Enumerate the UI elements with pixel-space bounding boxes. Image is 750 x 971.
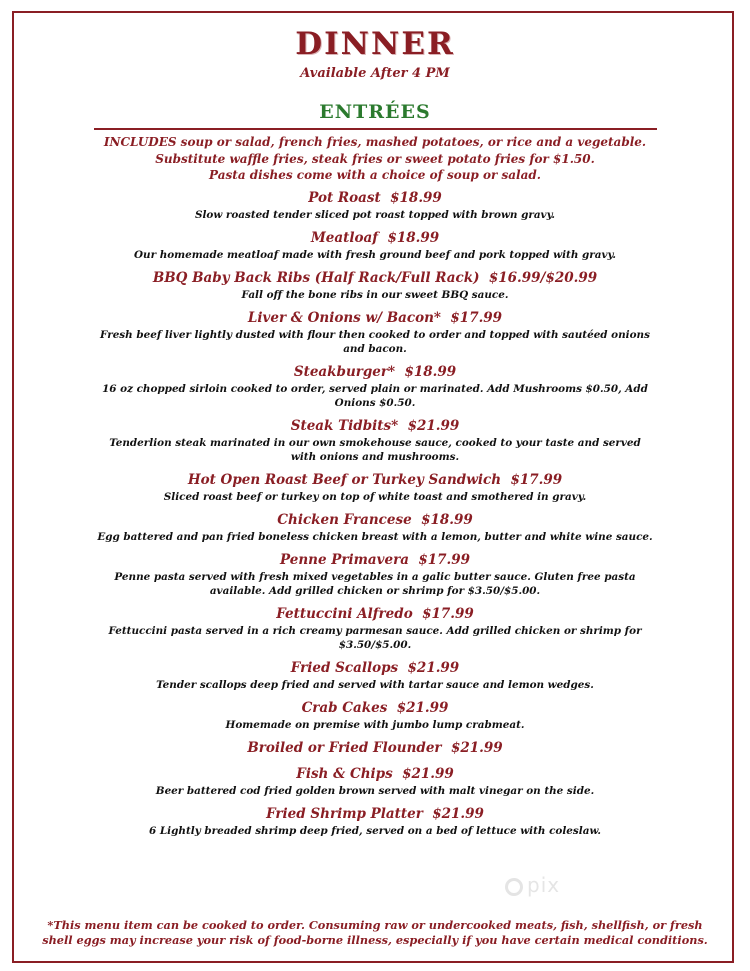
menu-item-price: $21.99 (407, 660, 460, 676)
menu-item-price: $18.99 (387, 230, 440, 246)
menu-item-heading (95, 765, 655, 784)
menu-item-description: Beer battered cod fried golden brown served with malt vinegar on the side. (155, 785, 595, 797)
menu-item-heading (95, 229, 655, 248)
menu-item-price: $21.99 (450, 740, 503, 756)
menu-item (95, 417, 655, 464)
menu-item-name: Chicken Francese (277, 512, 412, 528)
section-divider (94, 128, 657, 130)
menu-item-price: $17.99 (418, 552, 471, 568)
includes-line: Substitute waffle fries, steak fries or sweet potato fries for $1.50. (155, 151, 595, 166)
menu-item-price: $17.99 (510, 472, 563, 488)
menu-item-description: Sliced roast beef or turkey on top of white toast and smothered in gravy. (163, 491, 587, 503)
menu-item (95, 363, 655, 410)
menu-item-name: Hot Open Roast Beef or Turkey Sandwich (187, 472, 502, 488)
watermark-logo (505, 873, 635, 901)
menu-item-name: Crab Cakes (301, 700, 388, 716)
menu-item-heading (95, 189, 655, 208)
menu-item (95, 699, 655, 732)
menu-item-price: $17.99 (450, 310, 503, 326)
menu-item-description: Fettuccini pasta served in a rich creamy parmesan sauce. Add grilled chicken or shrimp for $3.50/$5.00. (108, 625, 642, 651)
menu-item-price: $21.99 (402, 766, 454, 782)
watermark-ring-icon (505, 878, 523, 896)
menu-item (95, 189, 655, 222)
menu-item-heading (95, 417, 655, 436)
menu-item-description: Tenderlion steak marinated in our own smokehouse sauce, cooked to your taste and served with onions and mushrooms. (109, 437, 641, 463)
menu-item-heading (95, 699, 655, 718)
menu-item-description: 6 Lightly breaded shrimp deep fried, served on a bed of lettuce with coleslaw. (149, 825, 601, 837)
food-safety-footnote: *This menu item can be cooked to order. Consuming raw or undercooked meats, fish, shellfish, or fresh shell eggs may increase your risk of food-borne illness, especially if you have certain medical conditions. (42, 918, 708, 947)
menu-item-heading (95, 659, 655, 678)
availability-subtitle: Available After 4 PM (300, 66, 450, 81)
menu-item-name: Broiled or Fried Flounder (247, 740, 442, 756)
menu-item-description: Penne pasta served with fresh mixed vegetables in a galic butter sauce. Gluten free pasta available. Add grilled chicken or shrimp for $3.50/$5.00. (114, 571, 636, 597)
menu-item-price: $17.99 (422, 606, 474, 622)
includes-line: Pasta dishes come with a choice of soup or salad. (209, 168, 541, 182)
menu-item-description: Our homemade meatloaf made with fresh ground beef and pork topped with gravy. (134, 249, 616, 261)
watermark-text: pix (527, 873, 561, 897)
menu-item-price: $21.99 (396, 700, 449, 716)
menu-item-description: Tender scallops deep fried and served with tartar sauce and lemon wedges. (156, 679, 594, 691)
menu-item-price: $21.99 (407, 418, 460, 434)
menu-item-heading (95, 805, 655, 824)
menu-item-name: Pot Roast (308, 190, 381, 206)
menu-item-price: $21.99 (432, 806, 484, 822)
menu-item-description: Fresh beef liver lightly dusted with flour then cooked to order and topped with sautéed onions and bacon. (100, 329, 650, 355)
menu-item-name: Fish & Chips (296, 766, 393, 782)
menu-item-name: Meatloaf (310, 230, 379, 246)
menu-item-name: Penne Primavera (279, 552, 409, 568)
menu-item-heading (95, 471, 655, 490)
menu-item-name: BBQ Baby Back Ribs (Half Rack/Full Rack) (152, 270, 480, 286)
menu-item-heading (95, 551, 655, 570)
menu-item-heading (95, 739, 655, 758)
menu-items-list (95, 189, 655, 845)
menu-item (95, 659, 655, 692)
menu-item-description: Egg battered and pan fried boneless chicken breast with a lemon, butter and white wine sauce. (97, 531, 653, 543)
menu-item-name: Steak Tidbits* (290, 418, 399, 434)
menu-item (95, 309, 655, 356)
menu-item-description: Homemade on premise with jumbo lump crabmeat. (225, 719, 525, 731)
menu-item (95, 605, 655, 652)
menu-item (95, 739, 655, 758)
menu-item (95, 805, 655, 838)
menu-item-name: Fettuccini Alfredo (276, 606, 413, 622)
menu-item-heading (95, 511, 655, 530)
menu-item-description: Slow roasted tender sliced pot roast topped with brown gravy. (194, 209, 556, 221)
menu-item (95, 229, 655, 262)
menu-item-heading (95, 363, 655, 382)
includes-line: INCLUDES soup or salad, french fries, mashed potatoes, or rice and a vegetable. (103, 135, 647, 149)
menu-item-description: Fall off the bone ribs in our sweet BBQ sauce. (241, 289, 509, 301)
menu-item-heading (95, 605, 655, 624)
menu-item-description: 16 oz chopped sirloin cooked to order, served plain or marinated. Add Mushrooms $0.50, Add Onions $0.50. (102, 383, 648, 409)
menu-item-price: $18.99 (421, 512, 473, 528)
menu-item (95, 511, 655, 544)
menu-item-name: Fried Scallops (290, 660, 399, 676)
menu-item-heading (95, 269, 655, 288)
menu-item-name: Liver & Onions w/ Bacon* (247, 310, 441, 326)
menu-item-price: $16.99/$20.99 (488, 270, 598, 286)
page-title: DINNER (295, 26, 455, 62)
includes-note (60, 134, 690, 184)
menu-item (95, 269, 655, 302)
menu-item (95, 551, 655, 598)
menu-item (95, 765, 655, 798)
menu-item (95, 471, 655, 504)
menu-item-price: $18.99 (404, 364, 457, 380)
menu-item-heading (95, 309, 655, 328)
menu-item-name: Fried Shrimp Platter (266, 806, 423, 822)
menu-item-price: $18.99 (390, 190, 442, 206)
menu-item-name: Steakburger* (293, 364, 396, 380)
section-heading-entrees: ENTRÉES (319, 101, 431, 123)
